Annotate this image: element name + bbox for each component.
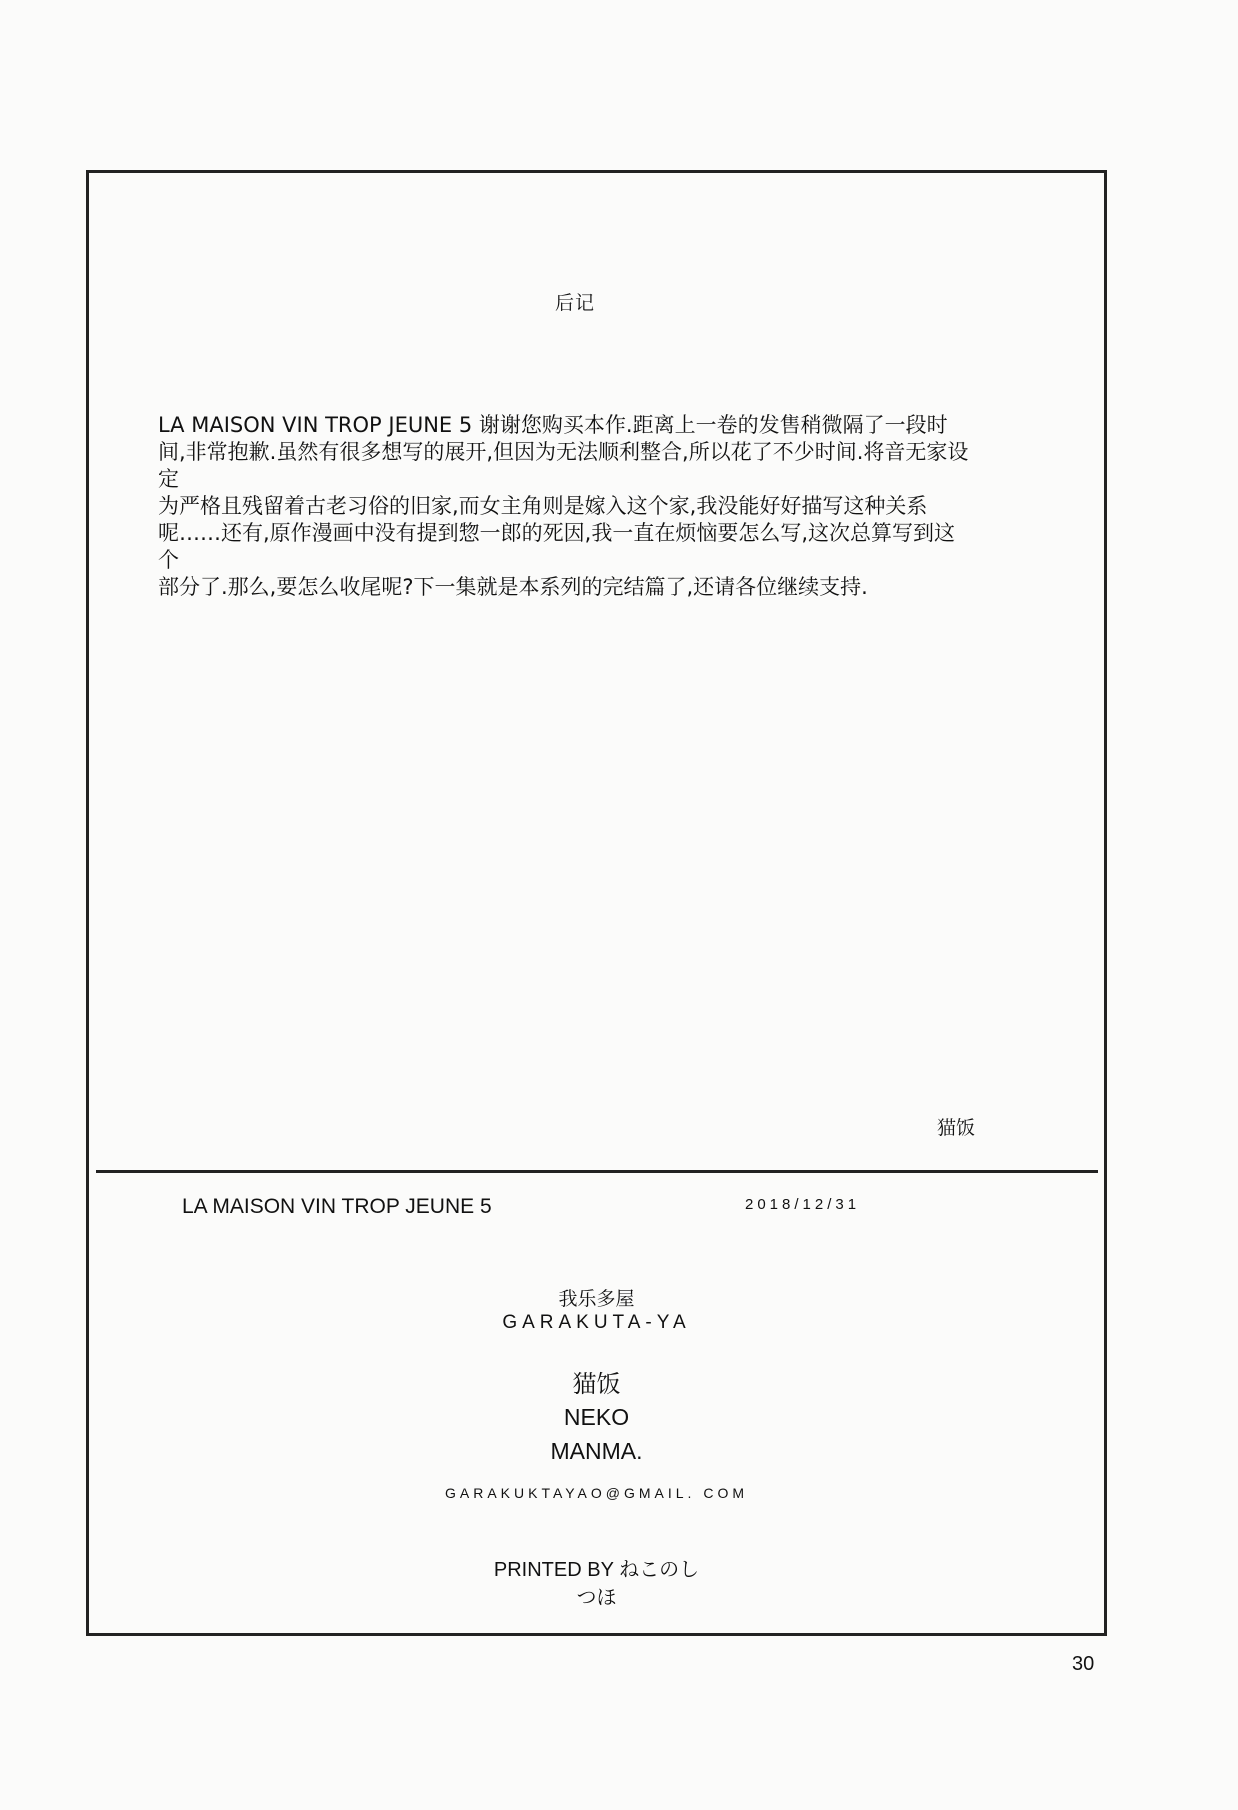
afterword-line: 部分了.那么,要怎么收尾呢?下一集就是本系列的完结篇了,还请各位继续支持. bbox=[158, 575, 868, 599]
printer-line-2: つほ bbox=[576, 1587, 617, 1609]
author-roman-line-1: NEKO bbox=[563, 1404, 630, 1430]
afterword-body bbox=[158, 412, 1058, 601]
afterword-title: 后记 bbox=[555, 292, 596, 314]
afterword-line: 个 bbox=[158, 548, 179, 572]
author-roman bbox=[86, 1400, 1107, 1468]
afterword-line: 定 bbox=[158, 467, 179, 491]
afterword-line: 间,非常抱歉.虽然有很多想写的展开,但因为无法顺利整合,所以花了不少时间.将音无家设 bbox=[158, 440, 969, 464]
page-number: 30 bbox=[1072, 1653, 1095, 1675]
printer-line-1: PRINTED BY ねこのし bbox=[493, 1559, 700, 1581]
afterword-line: 呢……还有,原作漫画中没有提到惣一郎的死因,我一直在烦恼要怎么写,这次总算写到这 bbox=[158, 521, 956, 545]
colophon-date: 2018/12/31 bbox=[745, 1196, 861, 1213]
contact-email: GARAKUKTAYAO@GMAIL. COM bbox=[444, 1485, 749, 1501]
afterword-line: 为严格且残留着古老习俗的旧家,而女主角则是嫁入这个家,我没能好好描写这种关系 bbox=[158, 494, 928, 518]
colophon-divider bbox=[96, 1170, 1098, 1173]
printer-credit bbox=[86, 1556, 1107, 1612]
colophon-title: LA MAISON VIN TROP JEUNE 5 bbox=[182, 1195, 492, 1218]
afterword-signature: 猫饭 bbox=[937, 1117, 976, 1139]
author-roman-line-2: MANMA. bbox=[550, 1438, 643, 1464]
author-name: 猫饭 bbox=[572, 1370, 621, 1398]
circle-roman: GARAKUTA-YA bbox=[502, 1312, 691, 1333]
afterword-line: LA MAISON VIN TROP JEUNE 5 谢谢您购买本作.距离上一卷的发售稍微隔了一段时 bbox=[158, 413, 948, 437]
circle-name: 我乐多屋 bbox=[558, 1288, 635, 1310]
